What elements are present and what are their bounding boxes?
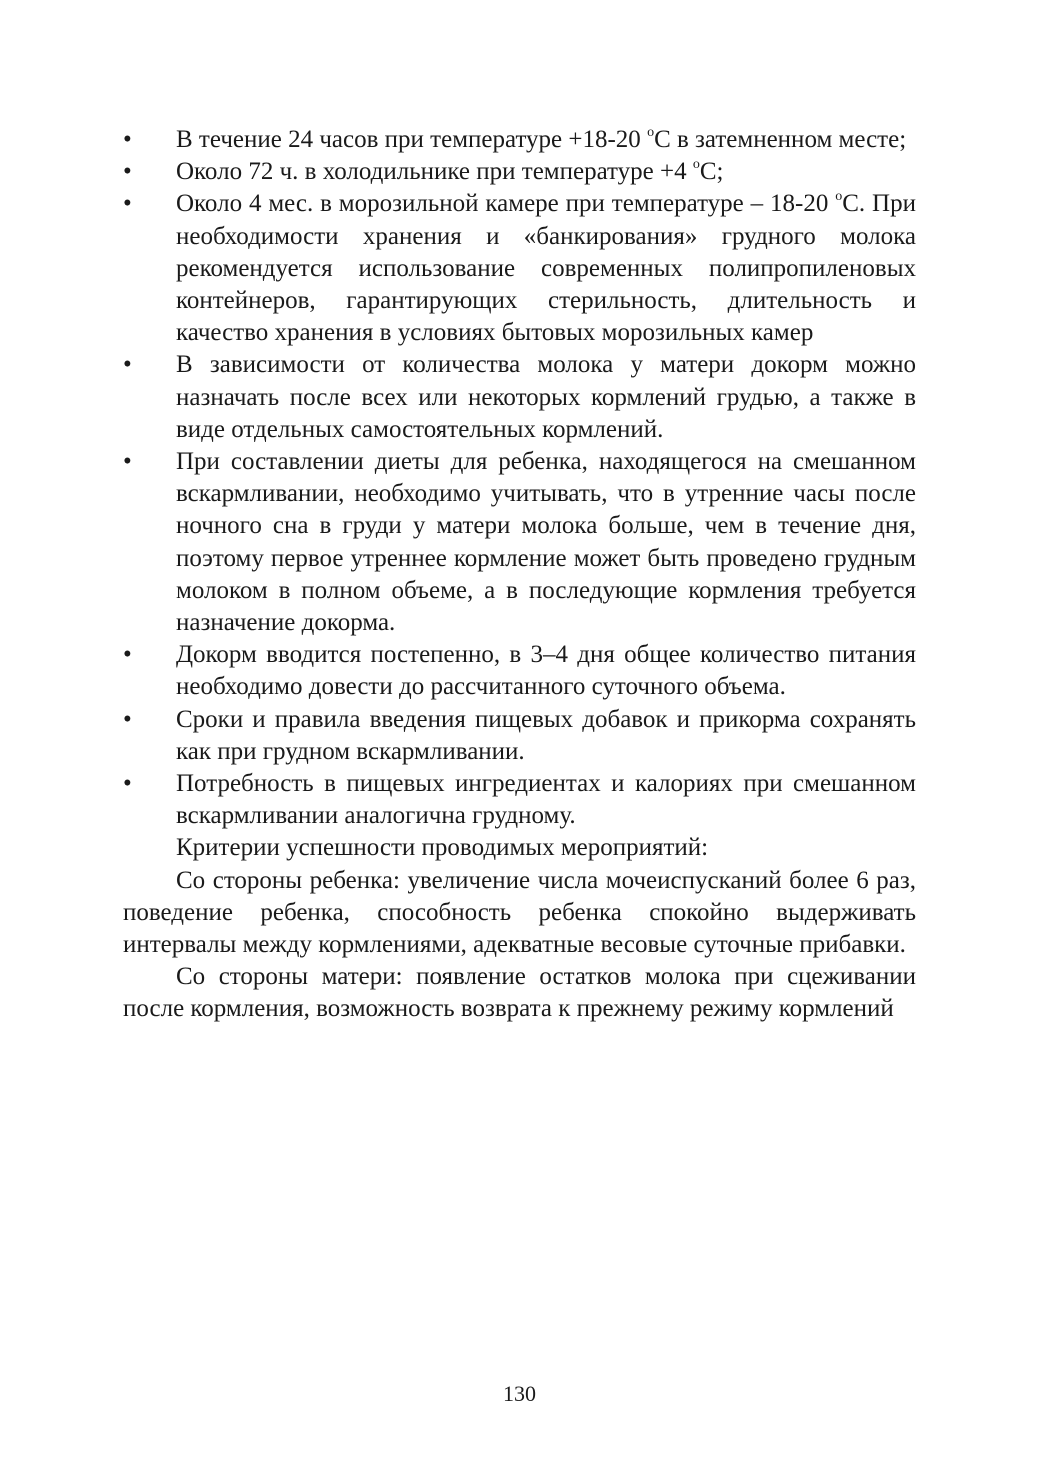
page-body: [123, 124, 916, 1026]
paragraph-child-criteria: Со стороны ребенка: увеличение числа мочеиспусканий более 6 раз, поведение ребенка, способность ребенка спокойно выдерживать интервалы между кормлениями, адекватные весовые суточные прибавки.: [123, 866, 916, 959]
bullet-marker: •: [123, 158, 132, 186]
bullet-marker: •: [123, 126, 132, 153]
list-item-text: Около 4 мес. в морозильной камере при температуре – 18-20 $^о$С. При необходимости хранения и «банкирования» грудного молока рекомендуется использование современных полипропиленовых контейнеров, гарантирующих стерильность, длительность и качество хранения в условиях бытовых морозильных камер: [176, 189, 916, 347]
page-number: 130: [503, 1381, 536, 1406]
list-item-text: В зависимости от количества молока у матери докорм можно назначать после всех или некоторых кормлений грудью, а также в виде отдельных самостоятельных кормлений.: [176, 351, 916, 443]
list-item-text: Докорм вводится постепенно, в 3–4 дня общее количество питания необходимо довести до рассчитанного суточного объема.: [176, 641, 916, 701]
list-item: [123, 156, 916, 188]
bullet-marker: •: [123, 641, 132, 669]
list-item: [123, 639, 916, 703]
paragraph-criteria-heading: Критерии успешности проводимых мероприятий:: [176, 834, 709, 862]
bullet-marker: •: [123, 448, 132, 476]
superscript-degree: о: [692, 156, 700, 172]
list-item: [123, 349, 916, 446]
bullet-marker: •: [123, 705, 132, 733]
bullet-marker: •: [123, 351, 132, 379]
list-item: [123, 704, 916, 768]
bullet-marker: •: [123, 190, 132, 218]
list-item: [123, 446, 916, 639]
bullet-marker: •: [123, 770, 132, 798]
superscript-degree: о: [835, 189, 843, 205]
paragraph-mother-criteria: Со стороны матери: появление остатков молока при сцеживании после кормления, возможность возврата к прежнему режиму кормлений: [123, 963, 916, 1023]
list-item-text: При составлении диеты для ребенка, находящегося на смешанном вскармливании, необходимо учитывать, что в утренние часы после ночного сна в груди у матери молока больше, чем в течение дня, поэтому первое утреннее кормление может быть проведено грудным молоком в полном объеме, а в последующие кормления требуется назначение докорма.: [176, 448, 916, 637]
list-item-text: Около 72 ч. в холодильнике при температуре +4 $^о$С;: [176, 156, 724, 186]
list-item: [123, 188, 916, 349]
list-item-text: Сроки и правила введения пищевых добавок и прикорма сохранять как при грудном вскармливании.: [176, 705, 916, 765]
list-item: [123, 768, 916, 832]
bullet-list: [123, 124, 916, 832]
list-item: [123, 124, 916, 156]
list-item-text: Потребность в пищевых ингредиентах и калориях при смешанном вскармливании аналогична грудному.: [176, 770, 916, 830]
list-item-text: В течение 24 часов при температуре +18-20 $^о$С в затемненном месте;: [176, 124, 907, 153]
superscript-degree: о: [647, 124, 655, 140]
